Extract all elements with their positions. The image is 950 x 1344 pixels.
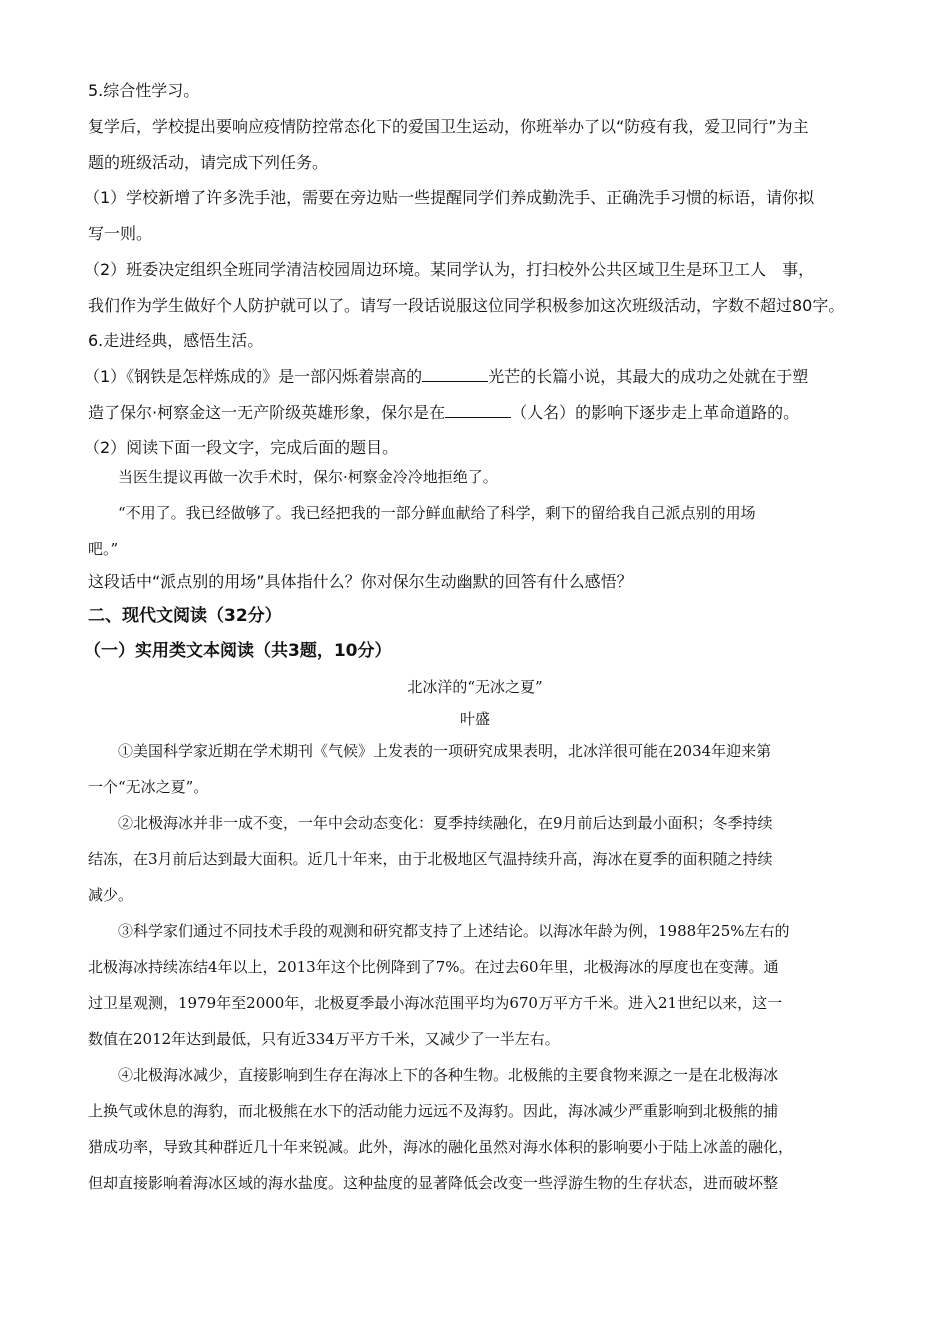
q6-title: 6.走进经典，感悟生活。	[88, 331, 264, 350]
q5-task1-line1: （1）学校新增了许多洗手池，需要在旁边贴一些提醒同学们养成勤洗手、正确洗手习惯的标语，请你拟	[84, 188, 815, 207]
q6-task2: （2）阅读下面一段文字，完成后面的题目。	[84, 438, 399, 457]
article-p4-line3: 猎成功率，导致其种群近几十年来锐减。此外，海冰的融化虽然对海水体积的影响要小于陆上冰盖的融化，	[88, 1138, 794, 1156]
subsection-heading: （一）实用类文本阅读（共3题，10分）	[84, 641, 392, 661]
section-heading: 二、现代文阅读（32分）	[88, 606, 282, 626]
article-p1-line2: 一个“无冰之夏”。	[88, 778, 209, 796]
article-p4-line2: 上换气或休息的海豹，而北极熊在水下的活动能力远远不及海豹。因此，海冰减少严重影响到北极熊的捕	[88, 1102, 779, 1120]
q5-task2-line1: （2）班委决定组织全班同学清洁校园周边环境。某同学认为，打扫校外公共区域卫生是环卫工人 事，	[84, 260, 815, 279]
article-p2-line2: 结冻，在3月前后达到最大面积。近几十年来，由于北极地区气温持续升高，海冰在夏季的面积随之持续	[88, 850, 773, 868]
article-title: 北冰洋的“无冰之夏”	[407, 678, 543, 696]
article-p3-line2: 北极海冰持续冻结4年以上，2013年这个比例降到了7%。在过去60年里，北极海冰的厚度也在变薄。通	[88, 958, 779, 976]
answer-blank-2[interactable]	[445, 403, 511, 418]
q5-task1-line2: 写一则。	[88, 224, 153, 243]
q6-quote-line1: 当医生提议再做一次手术时，保尔·柯察金冷冷地拒绝了。	[118, 468, 498, 486]
q5-intro-line2: 题的班级活动，请完成下列任务。	[88, 153, 329, 172]
q6-quote-line3: 吧。”	[88, 540, 119, 558]
q6-task1-line1-a: （1）《钢铁是怎样炼成的》是一部闪烁着崇高的	[84, 367, 423, 386]
q6-task1-line1-b: 光芒的长篇小说，其最大的成功之处就在于塑	[488, 367, 809, 386]
q6-task1-line2	[88, 402, 799, 424]
q5-task2-line2: 我们作为学生做好个人防护就可以了。请写一段话说服这位同学积极参加这次班级活动，字数不超过80字。	[88, 296, 845, 315]
answer-blank-1[interactable]	[422, 367, 488, 382]
article-p4-line1: ④北极海冰减少，直接影响到生存在海冰上下的各种生物。北极熊的主要食物来源之一是在北极海冰	[118, 1066, 779, 1084]
q6-question: 这段话中“派点别的用场”具体指什么？你对保尔生动幽默的回答有什么感悟？	[88, 572, 633, 591]
article-p4-line4: 但却直接影响着海冰区域的海水盐度。这种盐度的显著降低会改变一些浮游生物的生存状态，进而破坏整	[88, 1174, 779, 1192]
article-author: 叶盛	[459, 710, 490, 728]
article-p2-line3: 减少。	[88, 886, 134, 904]
article-p2-line1: ②北极海冰并非一成不变，一年中会动态变化：夏季持续融化，在9月前后达到最小面积；冬季持续	[118, 814, 773, 832]
q6-quote-line2: “不用了。我已经做够了。我已经把我的一部分鲜血献给了科学，剩下的留给我自己派点别的用场	[118, 504, 756, 522]
article-p3-line1: ③科学家们通过不同技术手段的观测和研究都支持了上述结论。以海冰年龄为例，1988年25%左右的	[118, 922, 790, 940]
article-p3-line3: 过卫星观测，1979年至2000年，北极夏季最小海冰范围平均为670万平方千米。进入21世纪以来，这一	[88, 994, 783, 1012]
article-p3-line4: 数值在2012年达到最低，只有近334万平方千米，又减少了一半左右。	[88, 1030, 560, 1048]
q5-title: 5.综合性学习。	[88, 81, 200, 100]
q6-task1-line2-a: 造了保尔·柯察金这一无产阶级英雄形象，保尔是在	[88, 403, 446, 422]
q5-intro-line1: 复学后，学校提出要响应疫情防控常态化下的爱国卫生运动，你班举办了以“防疫有我，爱卫同行”为主	[88, 117, 809, 136]
q6-task1-line1	[84, 366, 808, 388]
article-p1-line1: ①美国科学家近期在学术期刊《气候》上发表的一项研究成果表明，北冰洋很可能在2034年迎来第	[118, 742, 772, 760]
q6-task1-line2-b: （人名）的影响下逐步走上革命道路的。	[511, 403, 800, 422]
